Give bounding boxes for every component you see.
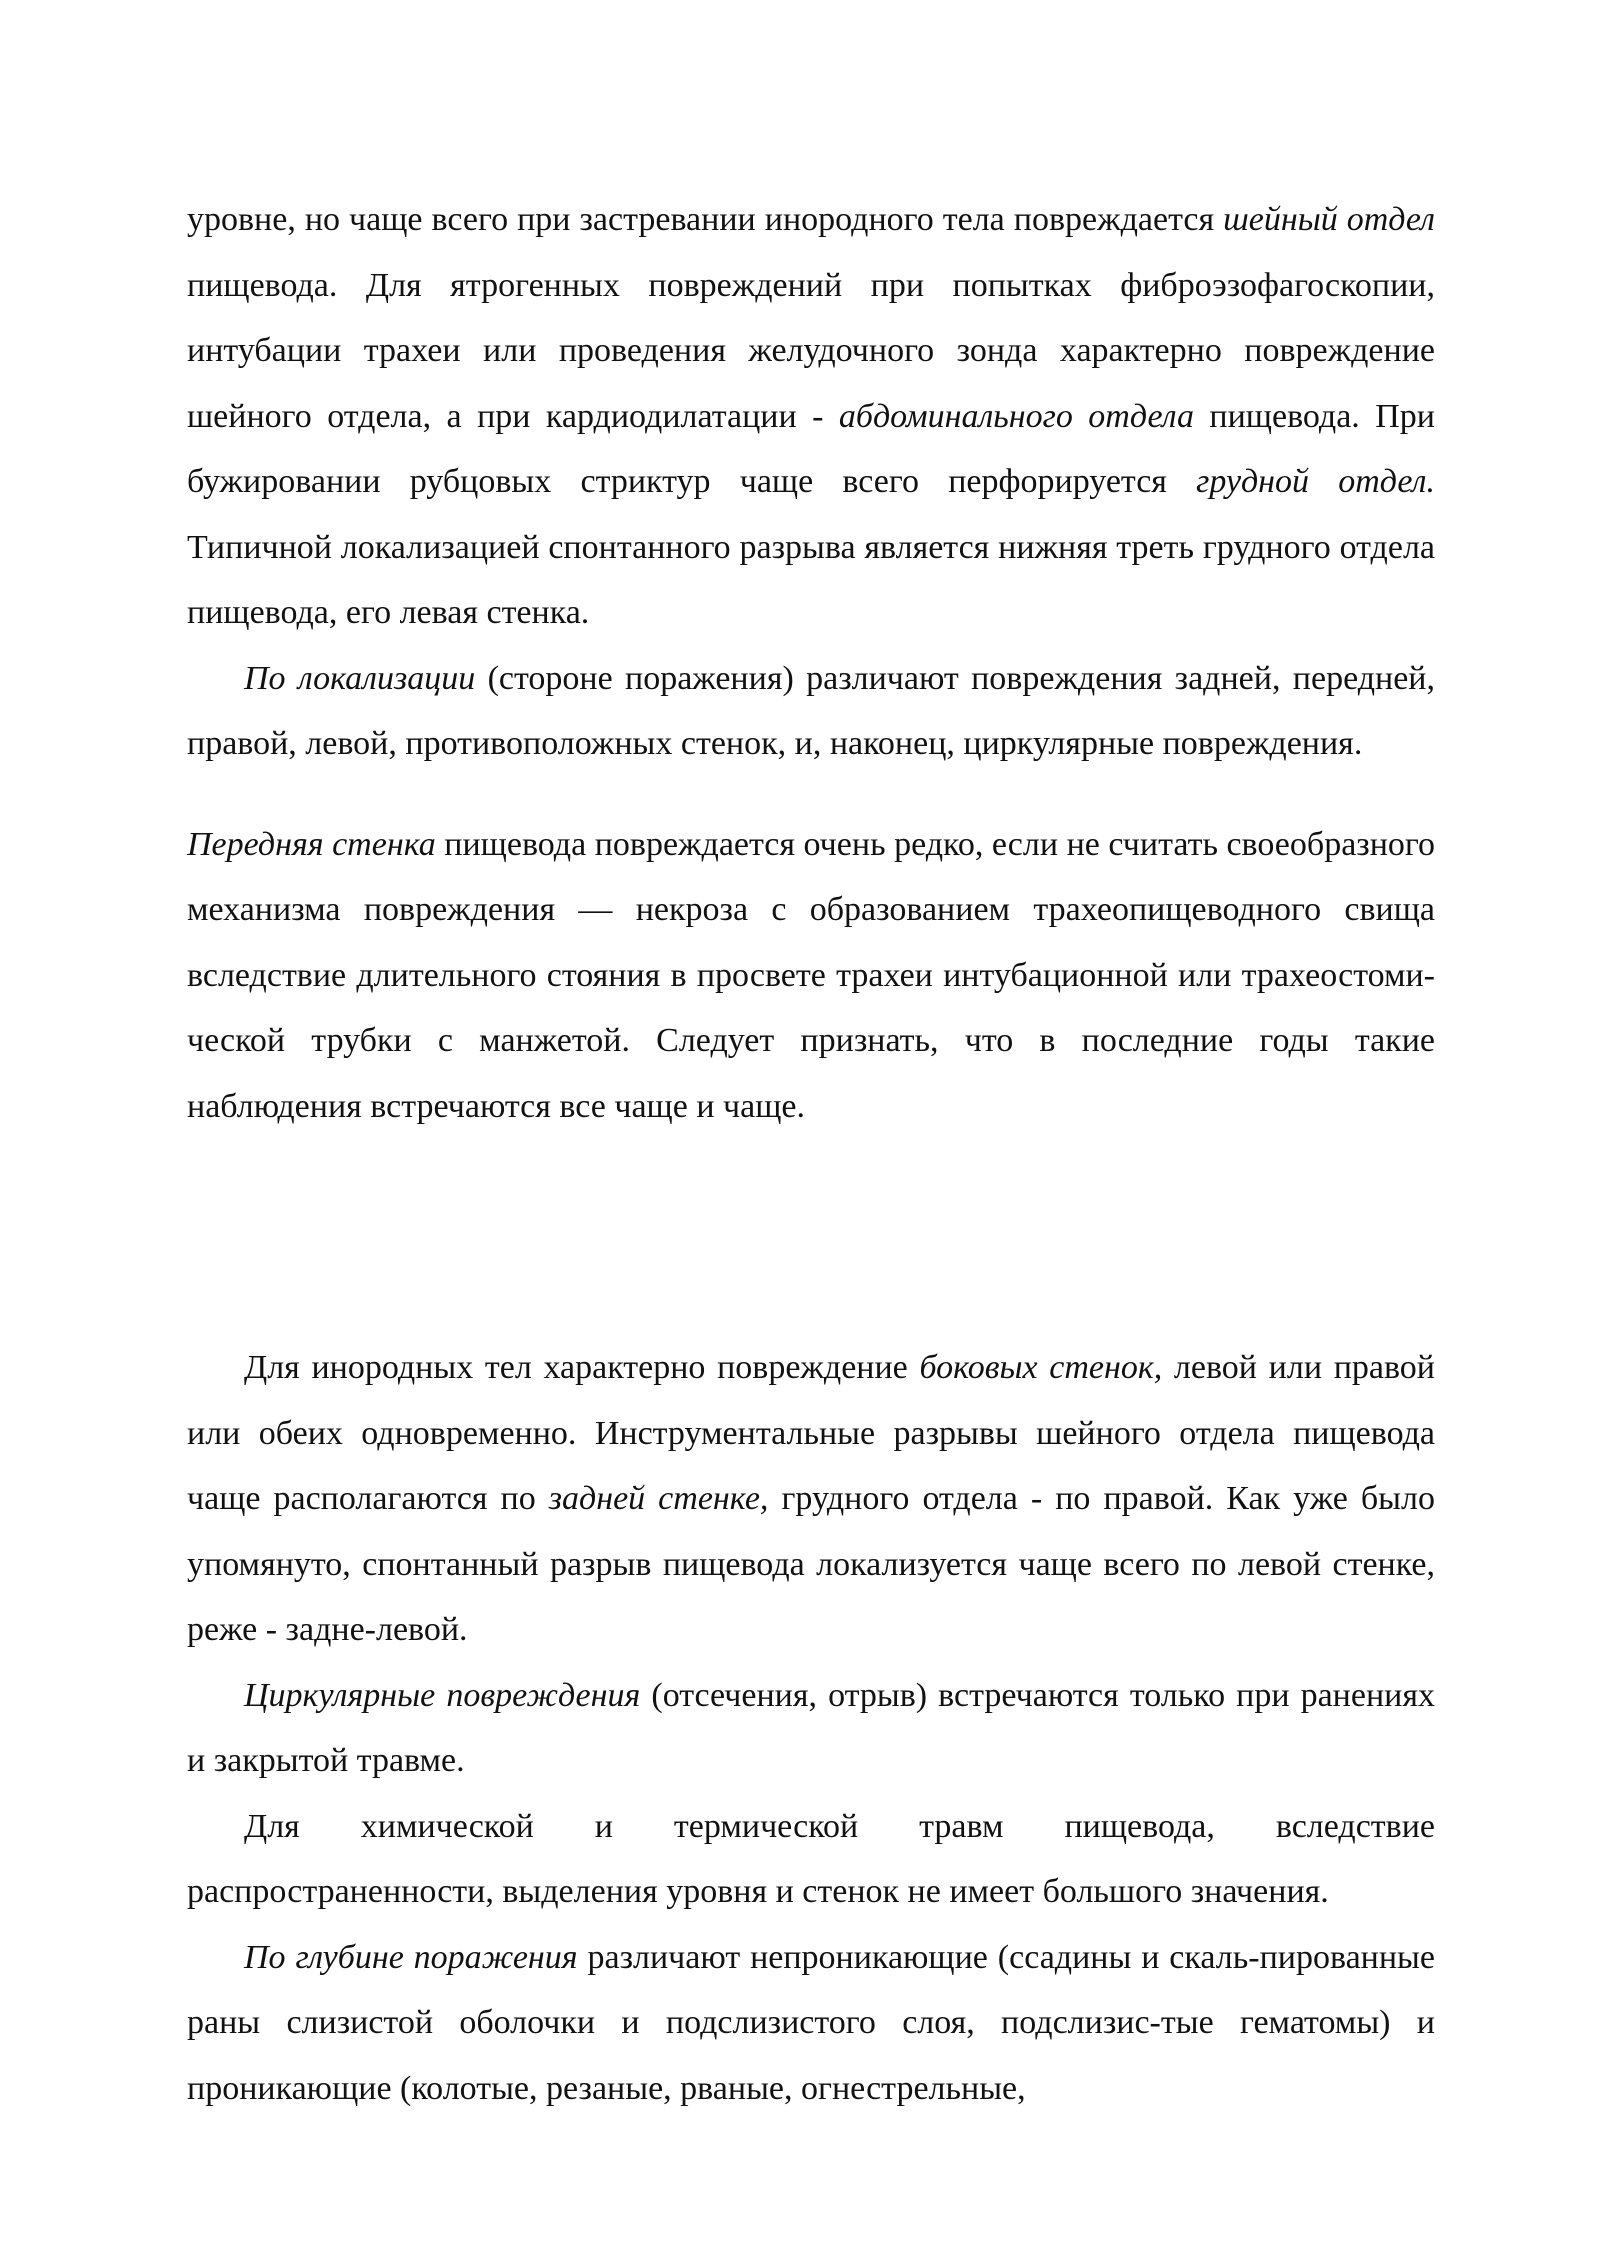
- paragraph: [187, 1335, 1435, 1663]
- italic-term: боковых стенок,: [919, 1349, 1163, 1386]
- paragraph: [187, 812, 1435, 1140]
- italic-term: шейный отдел: [1223, 201, 1435, 238]
- text-run: (стороне поражения) различают повреждения задней, передней, правой, левой, противоположных стенок, и, наконец, циркулярные повреждения.: [187, 659, 1435, 762]
- paragraph: [187, 1794, 1435, 1925]
- text-run: Для инородных тел характерно повреждение: [244, 1349, 920, 1386]
- text-run: Типичной локализацией спонтанного разрыва является нижняя треть грудного отдела пищевода, его левая стенка.: [187, 528, 1435, 631]
- text-run: грудного отдела - по правой. Как уже было упомянуто, спонтанный разрыв пищевода локализуется чаще всего по левой стенке, реже - задне-левой.: [187, 1480, 1435, 1648]
- document-page: [187, 187, 1435, 2121]
- italic-term: абдоминального отдела: [838, 397, 1194, 435]
- text-run: Для химической и термической травм пищевода, вследствие распространенности, выделения уровня и стенок не имеет большого значения.: [187, 1807, 1435, 1910]
- italic-term: По локализации: [244, 659, 476, 697]
- paragraph: [187, 1663, 1435, 1794]
- text-run: пищевода. Для ятрогенных повреждений при попытках фиброэзофагоскопии, интубации трахеи или проведения желудочного зонда характерно повреждение шейного отдела, а при кардиодилатации -: [187, 266, 1435, 435]
- text-run: пищевода повреждается очень редко, если не считать своеобразного механизма повреждения — некроза с образованием трахеопищеводного свища вследствие длительного стояния в просвете трахеи интубационной или трахеостоми-ческой трубки с манжетой. Следует признать, что в последние годы такие наблюдения встречаются все чаще и чаще.: [187, 825, 1436, 1125]
- italic-term: Циркулярные повреждения: [244, 1676, 641, 1714]
- paragraph: [187, 646, 1435, 777]
- italic-term: Передняя стенка: [187, 825, 436, 863]
- text-run: пищевода. При бужировании рубцовых стриктур чаще всего перфорируется: [187, 397, 1435, 500]
- paragraph: [187, 1925, 1435, 2122]
- italic-term: задней стенке,: [548, 1480, 769, 1517]
- paragraph: [187, 187, 1435, 646]
- italic-term: По глубине поражения: [244, 1938, 578, 1976]
- text-run: различают непроникающие (ссадины и скаль-пированные раны слизистой оболочки и подслизистого слоя, подслизис-тые гематомы) и проникающие (колотые, резаные, рваные, огнестрельные,: [187, 1938, 1435, 2107]
- italic-term: грудной отдел.: [1196, 463, 1435, 500]
- text-run: уровне, но чаще всего при застревании инородного тела повреждается: [187, 201, 1224, 238]
- text-run: (отсечения, отрыв) встречаются только при ранениях и закрытой травме.: [187, 1676, 1435, 1779]
- text-run: левой или правой или обеих одновременно. Инструментальные разрывы шейного отдела пищевода чаще располагаются по: [187, 1349, 1435, 1517]
